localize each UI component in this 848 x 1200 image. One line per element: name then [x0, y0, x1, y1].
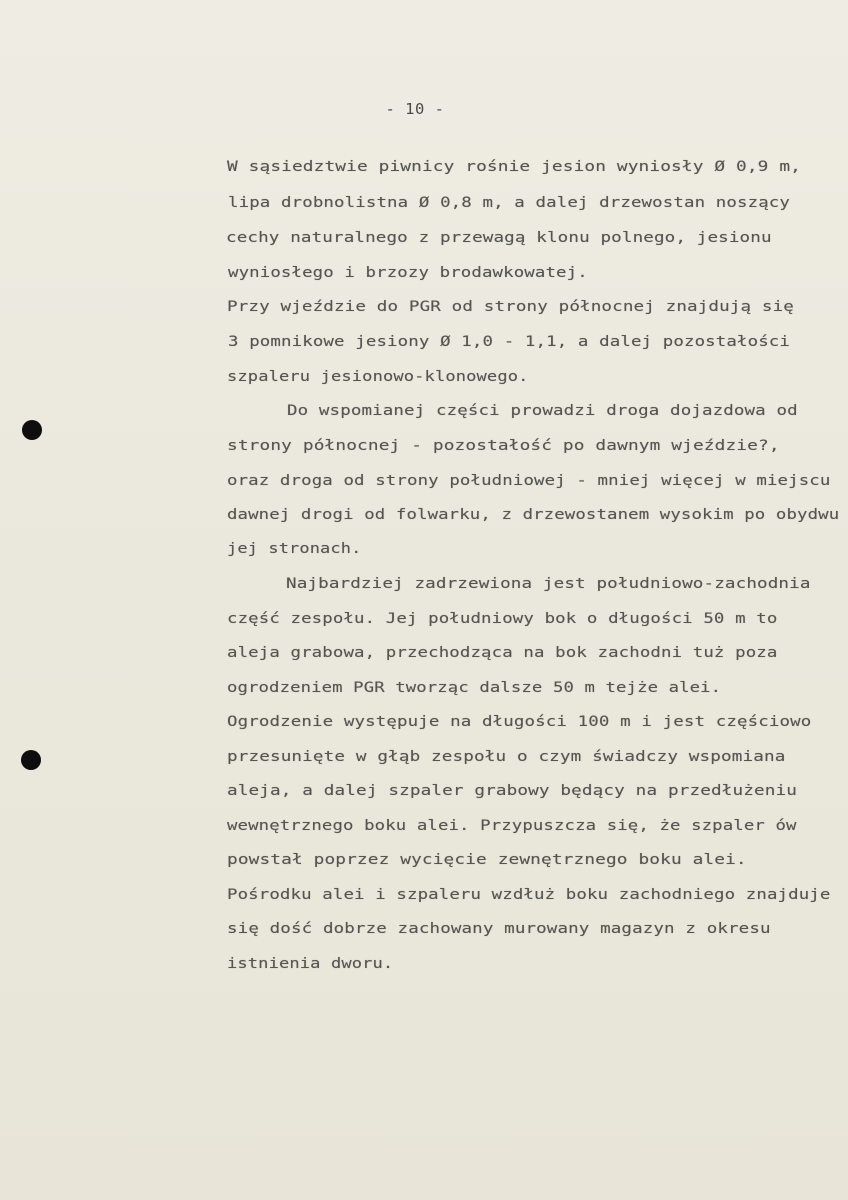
text-line: przesunięte w głąb zespołu o czym świadczy wspomiana	[227, 749, 786, 765]
text-line: cechy naturalnego z przewagą klonu polnego, jesionu	[226, 230, 772, 246]
punch-hole-bottom	[21, 750, 41, 770]
punch-hole-top	[22, 420, 42, 440]
text-line: aleja grabowa, przechodząca na bok zachodni tuż poza	[227, 645, 778, 661]
text-line: Ogrodzenie występuje na długości 100 m i jest częściowo	[227, 714, 812, 730]
text-line: dawnej drogi od folwarku, z drzewostanem wysokim po obydwu	[227, 507, 840, 523]
text-line: ogrodzeniem PGR tworząc dalsze 50 m tejże alei.	[227, 680, 722, 696]
text-line: szpaleru jesionowo-klonowego.	[227, 369, 529, 385]
text-line: jej stronach.	[227, 541, 362, 557]
text-line: Do wspomianej części prowadzi droga dojazdowa od	[287, 403, 798, 419]
text-line: istnienia dworu.	[227, 956, 394, 972]
text-line: strony północnej - pozostałość po dawnym wjeździe?,	[227, 438, 780, 454]
text-line: lipa drobnolistna Ø 0,8 m, a dalej drzewostan noszący	[228, 195, 791, 211]
text-line: Najbardziej zadrzewiona jest południowo-zachodnia	[286, 576, 811, 592]
text-line: powstał poprzez wycięcie zewnętrznego boku alei.	[227, 852, 747, 868]
text-line: się dość dobrze zachowany murowany magazyn z okresu	[227, 921, 771, 937]
text-line: wewnętrznego boku alei. Przypuszcza się, że szpaler ów	[227, 818, 797, 834]
text-line: oraz droga od strony południowej - mniej więcej w miejscu	[227, 473, 831, 489]
text-line: aleja, a dalej szpaler grabowy będący na przedłużeniu	[227, 783, 798, 799]
text-line: wyniosłego i brzozy brodawkowatej.	[228, 265, 588, 281]
text-line: 3 pomnikowe jesiony Ø 1,0 - 1,1, a dalej pozostałości	[228, 334, 791, 350]
text-line: część zespołu. Jej południowy bok o długości 50 m to	[227, 611, 778, 627]
text-line: Przy wjeździe do PGR od strony północnej znajdują się	[227, 299, 795, 315]
text-line: Pośrodku alei i szpaleru wzdłuż boku zachodniego znajduje	[227, 887, 831, 903]
page-number: - 10 -	[385, 100, 445, 118]
text-line: W sąsiedztwie piwnicy rośnie jesion wyniosły Ø 0,9 m,	[227, 159, 802, 175]
